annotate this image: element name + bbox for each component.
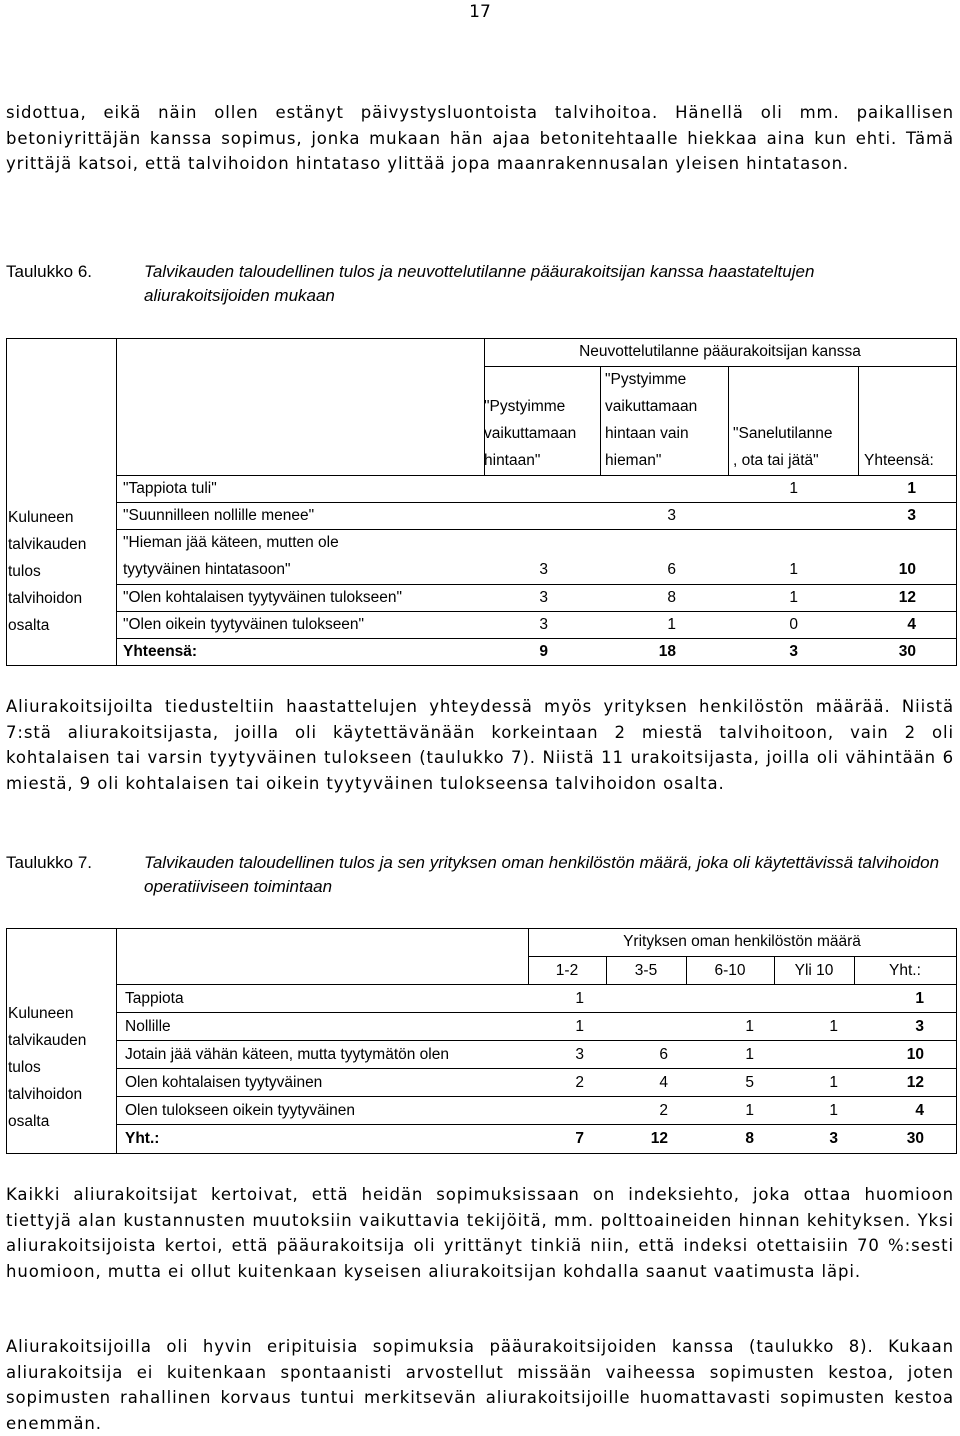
table7-cell: 8 [745, 1130, 754, 1147]
table6-cell: 3 [539, 616, 548, 633]
table7-cell: 1 [829, 1018, 838, 1035]
paragraph-2: Aliurakoitsijoilta tiedusteltiin haastattelujen yhteydessä myös yrityksen henkilöstön määrää. Niistä 7:stä aliurakoitsijasta, joilla oli käytettävänään korkeintaan 2 miestä talvihoitoon, vain 2 oli kohtalaisen tai varsin tyytyväinen tulokseen (taulukko 7). Niistä 11 urakoitsijasta, joilla oli vähintään 6 miestä, 9 oli kohtalaisen tai oikein tyytyväinen tulokseensa talvihoidon osalta. [6, 697, 954, 793]
paragraph-1: sidottua, eikä näin ollen estänyt päivystysluontoista talvihoitoa. Hänellä oli mm. paikallisen betoniyrittäjän kanssa sopimus, jonka mukaan hän ajaa betonitehtaalle hiekkaa aina kun ehti. Tämä yrittäjä katsoi, että talvihoidon hintataso ylittää jopa maanrakennusalan yleisen hintatason. [6, 103, 954, 173]
paragraph-4: Aliurakoitsijoilla oli hyvin eripituisia sopimuksia pääurakoitsijoiden kanssa (taulukko 8). Kukaan aliurakoitsija ei kuitenkaan spontaanisti arvostellut missään vaiheessa sopimusten kestoa, joten sopimusten rahallinen korvaus tuntui merkitsevän aliurakoitsijoille huomattavasti sopimusten kestoa enemmän. [6, 1337, 954, 1433]
table7-cell: 12 [906, 1074, 924, 1091]
table7-cell: 2 [659, 1102, 668, 1119]
table7-cell: 10 [906, 1046, 924, 1063]
table7-col-5: Yht.: [889, 962, 921, 979]
table6-caption-text: Talvikauden taloudellinen tulos ja neuvottelutilanne pääurakoitsijan kanssa haastateltujen aliurakoitsijoiden mukaan [144, 262, 815, 305]
table6-cell: 3 [539, 589, 548, 606]
table6-col-1: "Pystyimme vaikuttamaan hintaan" [484, 398, 577, 469]
table6-row-label: "Hieman jää käteen, mutten ole [123, 534, 339, 551]
table7-row-label: Olen kohtalaisen tyytyväinen [125, 1074, 323, 1091]
table7-group-header: Yrityksen oman henkilöstön määrä [623, 933, 861, 950]
table7-cell: 3 [575, 1046, 584, 1063]
table6-row-label: tyytyväinen hintatasoon" [123, 561, 291, 578]
table-7 [6, 928, 956, 1156]
table7-cell: 1 [745, 1102, 754, 1119]
table6-cell: 9 [539, 643, 548, 660]
table7-caption-text: Talvikauden taloudellinen tulos ja sen yrityksen oman henkilöstön määrä, joka oli käytettävissä talvihoidon operatiiviseen toimintaan [144, 853, 940, 896]
table7-col-2: 3-5 [634, 962, 658, 979]
table7-label: Taulukko 7. [6, 853, 92, 872]
table6-col-4: Yhteensä: [864, 452, 934, 469]
table6-cell: 12 [898, 589, 916, 606]
table6-cell: 10 [898, 561, 916, 578]
paragraph-3: Kaikki aliurakoitsijat kertoivat, että heidän sopimuksissaan on indeksiehto, joka ottaa huomioon tiettyjä alan kustannusten muutoksiin vaikuttavia tekijöitä, mm. polttoaineiden hinnan kehityksen. Yksi aliurakoitsijoista kertoi, että pääurakoitsija oli yrittänyt tinkiä niin, että indeksi otettaisiin 70 %:sesti huomioon, mutta ei ollut kuitenkaan kyseisen aliurakoitsijan kohdalla saanut vaatimusta läpi. [6, 1185, 954, 1281]
table7-cell: 1 [575, 1018, 584, 1035]
table7-row-label: Jotain jää vähän käteen, mutta tyytymätön olen [125, 1046, 449, 1063]
table6-row-label: "Tappiota tuli" [123, 480, 217, 497]
table7-cell: 1 [575, 990, 584, 1007]
table7-cell: 4 [659, 1074, 668, 1091]
table6-cell: 3 [539, 561, 548, 578]
table6-cell: 1 [789, 480, 798, 497]
table6-total-label: Yhteensä: [123, 643, 198, 660]
table7-total-label: Yht.: [125, 1130, 160, 1147]
table7-cell: 1 [829, 1074, 838, 1091]
table6-cell: 0 [789, 616, 798, 633]
table6-label: Taulukko 6. [6, 262, 92, 281]
table7-cell: 12 [650, 1130, 668, 1147]
table6-cell: 30 [898, 643, 916, 660]
page-number: 17 [469, 2, 491, 22]
table7-cell: 1 [745, 1018, 754, 1035]
table7-cell: 1 [829, 1102, 838, 1119]
table7-cell: 1 [915, 990, 924, 1007]
table6-row-label: "Suunnilleen nollille menee" [123, 507, 315, 524]
table7-col-3: 6-10 [714, 962, 746, 979]
table7-row-label: Nollille [125, 1018, 171, 1035]
table6-cell: 8 [667, 589, 676, 606]
table6-cell: 1 [789, 561, 798, 578]
table6-group-header: Neuvottelutilanne pääurakoitsijan kanssa [579, 343, 861, 360]
table7-row-label: Olen tulokseen oikein tyytyväinen [125, 1102, 356, 1119]
table6-col-2: "Pystyimme vaikuttamaan hintaan vain hieman" [605, 371, 698, 469]
table6-cell: 6 [667, 561, 676, 578]
table7-cell: 6 [659, 1046, 668, 1063]
table-6 [6, 338, 956, 668]
table6-cell: 4 [907, 616, 916, 633]
table7-cell: 2 [575, 1074, 584, 1091]
table7-cell: 4 [915, 1102, 924, 1119]
table7-col-4: Yli 10 [794, 962, 834, 979]
table6-cell: 3 [907, 507, 916, 524]
table7-cell: 1 [745, 1046, 754, 1063]
table6-row-label: "Olen kohtalaisen tyytyväinen tulokseen" [123, 589, 402, 606]
table7-cell: 3 [829, 1130, 838, 1147]
table6-cell: 1 [789, 589, 798, 606]
table6-cell: 1 [907, 480, 916, 497]
table7-col-1: 1-2 [555, 962, 579, 979]
table6-cell: 3 [667, 507, 676, 524]
table6-side-label: Kuluneen talvikauden tulos talvihoidon osalta [8, 509, 87, 634]
table7-row-label: Tappiota [125, 990, 184, 1007]
table7-cell: 3 [915, 1018, 924, 1035]
table6-col-3: "Sanelutilanne , ota tai jätä" [733, 425, 833, 469]
table6-row-label: "Olen oikein tyytyväinen tulokseen" [123, 616, 365, 633]
table6-cell: 18 [658, 643, 676, 660]
table6-cell: 3 [789, 643, 798, 660]
table7-cell: 30 [906, 1130, 924, 1147]
table7-side-label: Kuluneen talvikauden tulos talvihoidon osalta [8, 1005, 87, 1130]
table7-cell: 7 [575, 1130, 584, 1147]
table7-cell: 5 [745, 1074, 754, 1091]
table6-cell: 1 [667, 616, 676, 633]
